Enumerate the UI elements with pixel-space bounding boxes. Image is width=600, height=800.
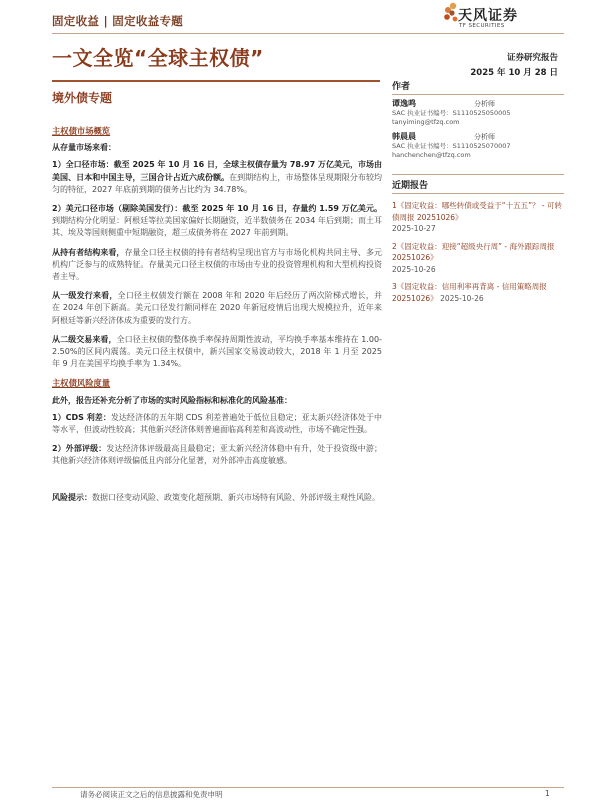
paragraph-text: 到期结构分化明显：阿根廷等拉美国家偏好长期融资，近半数债务在 2034 年后到期；而土耳其、埃及等国则侧重中短期融资，超三成债务将在 2027 年前到期。 (52, 216, 382, 238)
recent-report-date: 2025-10-27 (392, 224, 436, 233)
footer-disclaimer: 请务必阅读正文之后的信息披露和免责申明 (80, 790, 223, 799)
paragraph-cds (52, 412, 382, 436)
recent-report-date: 2025-10-26 (440, 293, 484, 303)
author-cert: SAC 执业证书编号：S1110525070007 (392, 142, 511, 150)
author-role: 分析师 (474, 100, 495, 108)
paragraph-full-market (52, 159, 382, 196)
author-entry (392, 132, 564, 160)
report-date: 2025 年 10 月 28 日 (470, 68, 558, 78)
author-panel (392, 79, 564, 160)
subtitle-divider (52, 80, 380, 82)
paragraph-bold-lead: 从持有者结构来看， (52, 247, 125, 257)
authors-label: 作者 (392, 79, 564, 95)
paragraph-text: 全口径主权债发行额在 2008 年和 2020 年后经历了两次阶梯式增长，并在 2024 年创下新高。美元口径发行额同样在 2020 年新冠疫情后出现大规模拉升，近年来阿根廷等新兴经济体成为重要的发行方。 (52, 291, 383, 325)
risk-text: 数据口径变动风险、政策变化超预期、新兴市场特有风险、外部评级主观性风险。 (92, 492, 380, 502)
recent-report-item[interactable] (392, 241, 564, 276)
recent-report-title[interactable]: 1《固定收益：哪些转债或受益于“十五五”？ - 可转债周报 20251026》 (392, 201, 563, 222)
author-email[interactable]: tanyiming@tfzq.com (392, 118, 460, 126)
page-number: 1 (545, 789, 550, 798)
recent-reports-panel (392, 174, 564, 304)
paragraph-rating (52, 443, 382, 467)
paragraph-usd-market (52, 203, 382, 240)
paragraph-bold-lead: 1）全口径市场：截至 2025 年 10 月 16 日，全球主权债存量为 78.97 万亿美元，市场由美国、日本和中国主导，三国合计占近六成份额。 (52, 160, 382, 182)
report-type: 证券研究报告 (506, 53, 558, 63)
recent-report-date: 2025-10-26 (392, 264, 436, 274)
recent-report-item[interactable] (392, 281, 564, 304)
risk-label: 风险提示： (52, 492, 92, 502)
paragraph-text: 在到期结构上，市场整体呈现期限分布较均匀的特征，2027 年底前到期的债务占比约为 34.78%。 (52, 172, 383, 194)
paragraph-bold-lead: 2）外部评级： (52, 444, 107, 454)
paragraph-primary-issuance (52, 290, 382, 327)
section-heading-risk: 主权债风险度量 (52, 378, 111, 389)
paragraph-text: 发达经济体评级最高且最稳定；亚太新兴经济体稳中有升，处于投资级中游；其他新兴经济体则评级偏低且内部分化显著，对外部冲击高度敏感。 (52, 444, 382, 466)
paragraph-bold-lead: 1）CDS 利差： (52, 412, 111, 422)
stock-market-lead: 从存量市场来看： (52, 143, 116, 153)
section-heading-overview: 主权债市场概览 (52, 126, 111, 136)
report-title: 一文全览“全球主权债” (52, 46, 264, 70)
logo-text-cn: 天风证券 (458, 8, 518, 24)
recent-report-title[interactable]: 2《固定收益：迎接“超级央行周” - 海外跟踪周报 20251026》 (392, 241, 555, 262)
header-category: 固定收益 | 固定收益专题 (52, 14, 184, 28)
author-email[interactable]: hanchenchen@tfzq.com (392, 151, 471, 159)
paragraph-bold-lead: 2）美元口径市场（剔除美国发行）：截至 2025 年 10 月 16 日，存量约 1.59 万亿美元。 (52, 204, 382, 214)
recent-report-item[interactable] (392, 200, 564, 235)
author-name: 谭逸鸣 (392, 99, 416, 108)
recent-reports-label: 近期报告 (392, 174, 564, 194)
paragraph-bold-lead: 从一级发行来看， (52, 291, 118, 301)
paragraph-secondary-trading (52, 334, 382, 371)
report-subtitle: 境外债专题 (52, 91, 113, 105)
paragraph-holders (52, 247, 382, 284)
author-entry (392, 99, 564, 127)
header-divider (52, 33, 564, 34)
author-role: 分析师 (474, 133, 495, 141)
paragraph-text: 发达经济体的五年期 CDS 利差普遍处于低位且稳定；亚太新兴经济体处于中等水平，但波动性较高；其他新兴经济体则普遍面临高利差和高波动性，市场不确定性强。 (52, 412, 382, 435)
paragraph-text: 全口径主权债的整体换手率保持周期性波动，平均换手率基本维持在 1.00-2.50%的区间内震荡。美元口径主权债中，新兴国家交易波动较大，2018 年 1 月至 2025 年 9 月在美国平均换手率为 1.34%。 (52, 334, 383, 369)
logo-text-en: TF SECURITIES (459, 23, 505, 29)
recent-report-title[interactable]: 3《固定收益：信用利率再背离 - 信用策略周报 20251026》 (392, 282, 547, 303)
risk-warning (52, 492, 382, 504)
paragraph-text: 存量全口径主权债的持有者结构呈现出官方与市场化机构共同主导、多元机构广泛参与的成熟特征。存量美元口径主权债的市场由专业的投资管理机构和大型机构投资者主导。 (52, 247, 382, 282)
report-body (52, 125, 382, 504)
footer-divider (52, 787, 564, 788)
author-name: 韩晨晨 (392, 132, 416, 141)
risk-lead: 此外，报告还补充分析了市场的实时风险指标和标准化的风险基准： (52, 395, 292, 405)
paragraph-bold-lead: 从二级交易来看， (52, 334, 117, 344)
author-cert: SAC 执业证书编号：S1110525050005 (392, 109, 511, 117)
